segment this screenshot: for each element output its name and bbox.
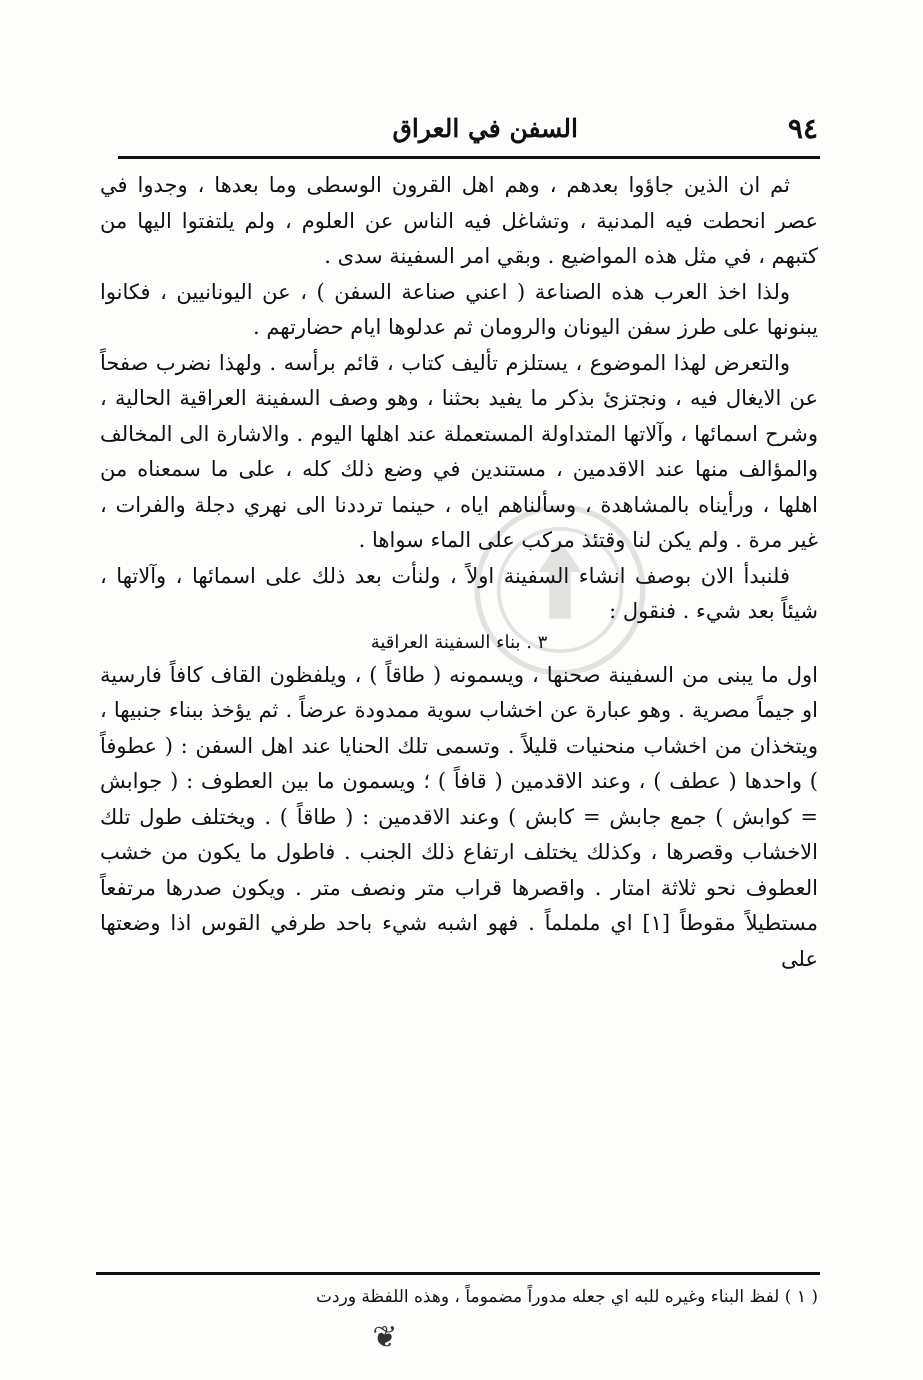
paragraph-2: ولذا اخذ العرب هذه الصناعة ( اعني صناعة السفن ) ، عن اليونانيين ، فكانوا يبنونها على طرز سفن اليونان والرومان ثم عدلوها ايام حضارتهم . [100,279,818,339]
running-title: السفن في العراق [392,114,578,143]
ornament-icon: ❦ [372,1320,398,1355]
section-paragraph: اول ما يبنى من السفينة صحنها ، ويسمونه ( طاقاً ) ، ويلفظون القاف كافاً فارسية او جيماً مصرية . وهو عبارة عن اخشاب سوية ممدودة عرضاً . ثم يؤخذ ببناء جنبيها ، ويتخذان من اخشاب منحنيات قليلاً . وتسمى تلك الحنايا عند اهل السفن : ( عطوفاً ) واحدها ( عطف ) ، وعند الاقدمين ( قافاً ) ؛ ويسمون ما بين العطوف : ( جوابش = كوابش ) جمع جابش = كابش ) وعند الاقدمين : ( طاقاً ) . ويختلف طول تلك الاخشاب وقصرها ، وكذلك يختلف ارتفاع ذلك الجنب . فاطول ما يكون من خشب العطوف نحو ثلاثة امتار . واقصرها قراب متر ونصف متر . ويكون صدرها مرتفعاً مستطيلاً مقوطاً [١] اي ململماً . فهو اشبه شيء باحد طرفي القوس اذا وضعتها على [100,662,819,971]
footnote: ( ١ ) لفظ البناء وغيره للبه اي جعله مدوراً مضموماً ، وهذه اللفظة وردت [316,1287,818,1307]
body-text [100,168,818,977]
paragraph-4: فلنبدأ الان بوصف انشاء السفينة اولاً ، ولنأت بعد ذلك على اسمائها ، وآلاتها ، شيئاً بعد شيء . فنقول : [100,563,818,623]
page-header [118,112,818,156]
header-rule [118,156,820,159]
page-number: ٩٤ [787,112,818,145]
paragraph-3: والتعرض لهذا الموضوع ، يستلزم تأليف كتاب ، قائم برأسه . ولهذا نضرب صفحاً عن الايغال فيه ، ونجتزئ بذكر ما يفيد بحثنا ، وهو وصف السفينة العراقية الحالية ، وشرح اسمائها ، وآلاتها المتداولة المستعملة عند اهلها اليوم . والاشارة الى المخالف والمؤالف منها عند الاقدمين ، مستندين في وضع ذلك كله ، على ما سمعناه من اهلها ، ورأيناه بالمشاهدة ، وسألناهم اياه ، حينما ترددنا الى نهري دجلة والفرات ، غير مرة . ولم يكن لنا وقتئذ مركب على الماء سواها . [100,350,818,552]
section-heading: ٣ . بناء السفينة العراقية [370,631,548,653]
footnote-rule [96,1272,820,1275]
paragraph-1: ثم ان الذين جاؤوا بعدهم ، وهم اهل القرون الوسطى وما بعدها ، وجدوا في عصر انحطت فيه المدنية ، وتشاغل فيه الناس عن العلوم ، ولم يلتفتوا اليها من كتبهم ، في مثل هذه المواضيع . وبقي امر السفينة سدى . [100,173,818,268]
